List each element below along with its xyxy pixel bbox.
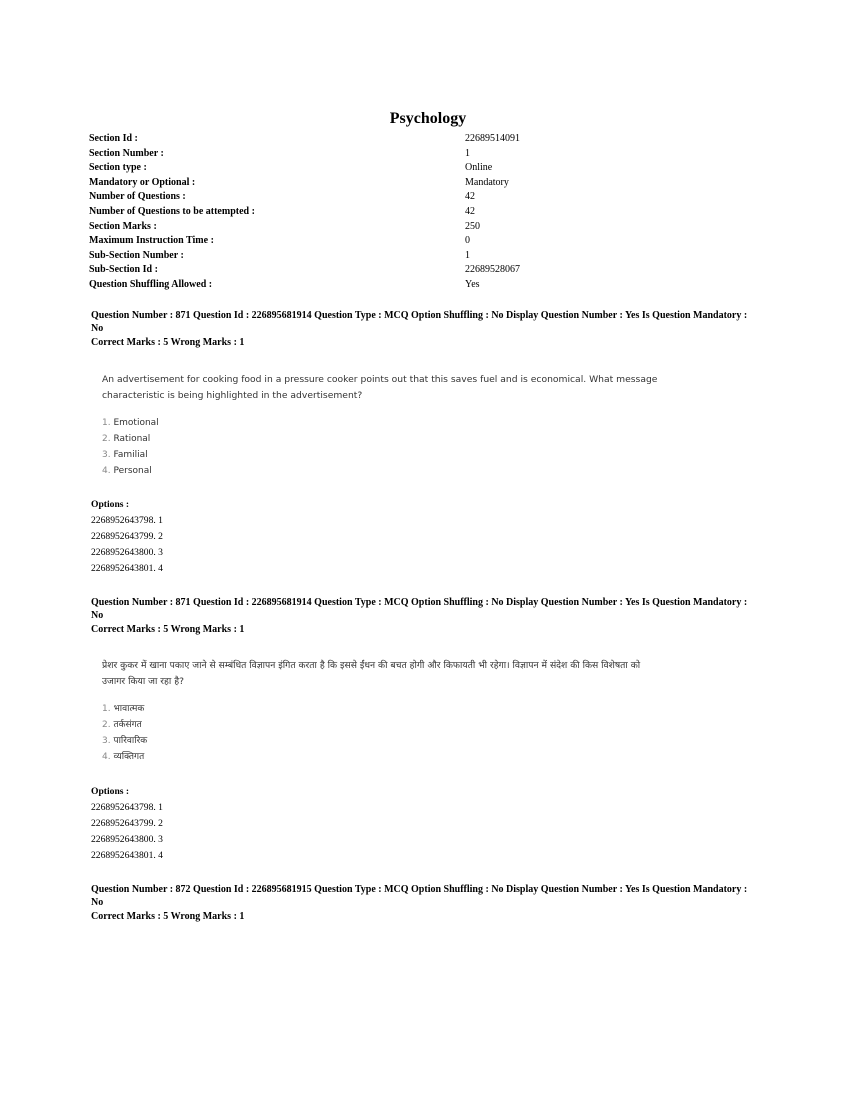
section-info-table	[89, 132, 689, 293]
info-value: 42	[465, 205, 475, 217]
choice-text: भावात्मक	[113, 704, 145, 714]
info-row	[89, 220, 689, 235]
choice-text: Rational	[113, 434, 151, 444]
info-label: Section type :	[89, 162, 147, 174]
info-label: Sub-Section Id :	[89, 264, 158, 276]
info-value: 22689528067	[465, 264, 520, 276]
choice-item	[102, 463, 159, 479]
info-row	[89, 147, 689, 162]
option-item: 2268952643798. 1	[91, 515, 163, 526]
question-block	[91, 884, 751, 924]
question-marks: Correct Marks : 5 Wrong Marks : 1	[91, 624, 245, 635]
info-label: Mandatory or Optional :	[89, 176, 196, 188]
choice-number: 2.	[102, 720, 111, 730]
info-row	[89, 278, 689, 293]
info-row	[89, 176, 689, 191]
option-item: 2268952643801. 4	[91, 563, 163, 574]
option-item: 2268952643801. 4	[91, 850, 163, 861]
choice-number: 2.	[102, 434, 111, 444]
info-value: 42	[465, 191, 475, 203]
info-label: Number of Questions to be attempted :	[89, 205, 255, 217]
choice-text: पारिवारिक	[113, 736, 148, 746]
choice-number: 4.	[102, 752, 111, 762]
options-list	[91, 784, 163, 864]
choice-number: 3.	[102, 736, 111, 746]
info-value: 1	[465, 147, 470, 159]
info-row	[89, 190, 689, 205]
info-row	[89, 161, 689, 176]
info-label: Section Marks :	[89, 220, 157, 232]
info-label: Section Id :	[89, 133, 138, 144]
question-header: Question Number : 871 Question Id : 226895681914 Question Type : MCQ Option Shuffling : No Display Question Number : Yes Is Question Mandatory : No	[91, 597, 748, 621]
choice-text: तर्कसंगत	[113, 720, 142, 730]
question-text: An advertisement for cooking food in a pressure cooker points out that this saves fuel and is economical. What message characteristic is being highlighted in the advertisement?	[102, 374, 658, 401]
info-value: 1	[465, 249, 470, 261]
choice-item	[102, 447, 159, 463]
info-value: Mandatory	[465, 176, 509, 188]
info-value: 250	[465, 220, 480, 232]
page-title: Psychology	[389, 110, 467, 127]
question-marks: Correct Marks : 5 Wrong Marks : 1	[91, 337, 245, 348]
option-item: 2268952643798. 1	[91, 802, 163, 813]
question-header: Question Number : 871 Question Id : 226895681914 Question Type : MCQ Option Shuffling : No Display Question Number : Yes Is Question Mandatory : No	[91, 310, 748, 334]
question-choices	[102, 701, 147, 765]
option-item: 2268952643800. 3	[91, 834, 163, 845]
choice-number: 3.	[102, 450, 111, 460]
choice-number: 1.	[102, 418, 111, 428]
option-item: 2268952643799. 2	[91, 818, 163, 829]
choice-text: Familial	[113, 450, 148, 460]
choice-number: 4.	[102, 466, 111, 476]
options-title: Options :	[91, 499, 130, 510]
question-header: Question Number : 872 Question Id : 226895681915 Question Type : MCQ Option Shuffling : No Display Question Number : Yes Is Question Mandatory : No	[91, 884, 748, 908]
choice-item	[102, 733, 147, 749]
info-row	[89, 234, 689, 249]
info-label: Maximum Instruction Time :	[89, 235, 214, 247]
question-marks: Correct Marks : 5 Wrong Marks : 1	[91, 911, 245, 922]
choice-item	[102, 415, 159, 431]
choice-text: Emotional	[113, 418, 159, 428]
question-block	[91, 310, 751, 574]
info-row	[89, 263, 689, 278]
info-value: 22689514091	[465, 133, 520, 144]
question-choices	[102, 415, 159, 479]
option-item: 2268952643800. 3	[91, 547, 163, 558]
info-label: Section Number :	[89, 147, 164, 159]
info-value: Yes	[465, 278, 480, 290]
info-value: 0	[465, 235, 470, 247]
info-row	[89, 205, 689, 220]
question-block	[91, 597, 751, 861]
option-item: 2268952643799. 2	[91, 531, 163, 542]
choice-item	[102, 701, 147, 717]
options-title: Options :	[91, 786, 130, 797]
info-row	[89, 249, 689, 264]
choice-number: 1.	[102, 704, 111, 714]
question-text: प्रेशर कुकर में खाना पकाए जाने से सम्बंधित विज्ञापन इंगित करता है कि इससे ईंधन की बचत होगी और किफायती भी रहेगा। विज्ञापन में संदेश की किस विशेषता को उजागर किया जा रहा है?	[102, 660, 641, 687]
info-label: Sub-Section Number :	[89, 249, 184, 261]
choice-text: व्यक्तिगत	[113, 752, 145, 762]
choice-text: Personal	[113, 466, 152, 476]
info-label: Question Shuffling Allowed :	[89, 278, 213, 290]
options-list	[91, 497, 163, 577]
info-value: Online	[465, 162, 493, 174]
choice-item	[102, 431, 159, 447]
choice-item	[102, 717, 147, 733]
choice-item	[102, 749, 147, 765]
info-label: Number of Questions :	[89, 191, 186, 203]
info-row	[89, 132, 689, 147]
